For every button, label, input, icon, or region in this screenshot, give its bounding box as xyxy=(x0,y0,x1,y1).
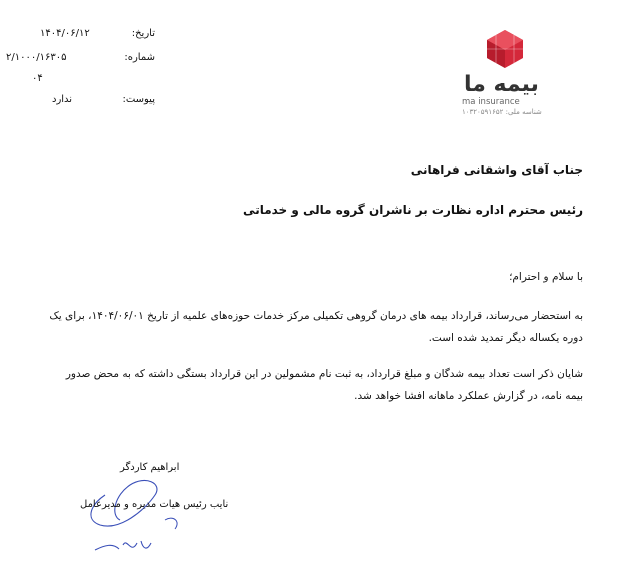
date-value: ۱۴۰۴/۰۶/۱۲ xyxy=(40,28,90,39)
number-value: ۲/۱۰۰۰/۱۶۳۰۵ xyxy=(6,52,67,63)
attachment-label: پیوست: xyxy=(122,94,155,105)
date-label: تاریخ: xyxy=(131,28,155,39)
number-suffix-row xyxy=(32,73,155,87)
greeting: با سلام و احترام؛ xyxy=(509,271,583,283)
paragraph-1: به استحضار می‌رساند، قرارداد بیمه های درمان گروهی تکمیلی مرکز خدمات حوزه‌های علمیه از تاریخ ۱۴۰۴/۰۶/۰۱، برای یک دوره یکساله دیگر تمدید شده است. xyxy=(49,310,583,344)
number-suffix: ۰۴ xyxy=(32,73,43,84)
signatory-name: ابراهیم کاردگر xyxy=(120,462,180,473)
recipient-name: جناب آقای واشقانی فراهانی xyxy=(410,163,583,177)
signatory-title: نایب رئیس هیات مدیره و مدیرعامل xyxy=(80,499,229,510)
attachment-value: ندارد xyxy=(52,94,73,105)
logo-national-id: شناسه ملی: ۱۰۳۲۰۵۹۱۶۵۲ xyxy=(462,108,542,116)
number-label: شماره: xyxy=(124,52,155,63)
logo-name-fa: بیمه ما xyxy=(464,72,539,97)
handwritten-signature xyxy=(85,465,215,565)
recipient-position: رئیس محترم اداره نظارت بر ناشران گروه مالی و خدماتی xyxy=(243,203,583,217)
logo-name-en: ma insurance xyxy=(462,97,520,107)
attachment-row xyxy=(40,94,155,108)
date-row xyxy=(40,28,155,42)
number-row xyxy=(6,52,155,66)
paragraph-2: شایان ذکر است تعداد بیمه شدگان و مبلغ قرارداد، به ثبت نام مشمولین در این قرارداد بستگی داشته که به محض صدور بیمه نامه، در گزارش عملکرد ماهانه افشا خواهد شد. xyxy=(65,368,583,402)
